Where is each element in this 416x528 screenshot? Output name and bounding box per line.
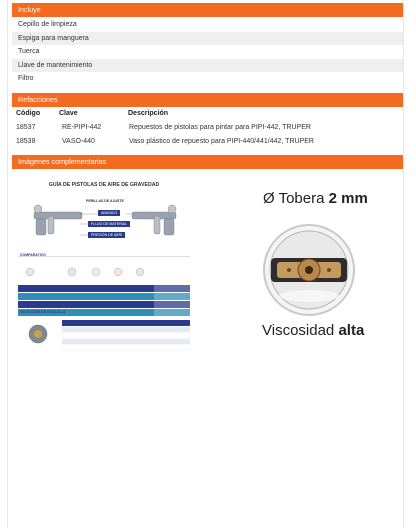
cell-description: Vaso plástico de repuesto para PIPI-440/441/442, TRUPER [129, 138, 314, 145]
cell-key: RE-PIPI-442 [62, 124, 102, 131]
spray-gun-guide-image[interactable] [14, 172, 194, 364]
nozzle-size-prefix: Ø Tobera [263, 190, 325, 207]
guide-seleccion-label: SELECCIÓN DE BOQUILLA [20, 310, 66, 314]
column-header-key: Clave [59, 110, 78, 117]
cell-code: 18537 [16, 124, 36, 131]
images-header: Imágenes complementarias [12, 155, 403, 169]
guide-comparativo-label: COMPARATIVO [20, 253, 46, 257]
guide-perillas-label: PERILLAS DE AJUSTE [86, 199, 124, 203]
include-item: Llave de mantenimiento [12, 59, 403, 73]
nozzle-size-value: 2 mm [328, 190, 368, 207]
includes-header: Incluye [12, 3, 403, 17]
spray-gun-diagram [14, 172, 194, 364]
cell-key: VASO-440 [62, 138, 95, 145]
guide-tag-flujo: FLUJO DE MATERIAL [88, 221, 130, 227]
include-item: Tuerca [18, 48, 40, 55]
viscosity-value: alta [338, 322, 365, 339]
viscosity-text [262, 322, 364, 339]
table-row [12, 122, 403, 134]
include-item: Espiga para manguera [12, 32, 403, 46]
include-item: Cepillo de limpieza [18, 21, 77, 28]
column-header-code: Código [16, 110, 41, 117]
guide-title: GUÍA DE PISTOLAS DE AIRE DE GRAVEDAD [48, 182, 160, 188]
column-header-description: Descripción [128, 110, 169, 117]
guide-tag-presion: PRESIÓN DE AIRE [88, 232, 125, 238]
cell-code: 18538 [16, 138, 36, 145]
table-row [12, 136, 403, 148]
guide-tag-abanico: ABANICO [98, 210, 120, 216]
nozzle-image[interactable] [247, 178, 371, 354]
viscosity-label: Viscosidad [262, 322, 335, 339]
cell-description: Repuestos de pistolas para pintar para PIPI-442, TRUPER [129, 124, 311, 131]
include-item: Filtro [18, 75, 34, 82]
refacciones-header: Refacciones [12, 93, 403, 107]
refacciones-table-header [12, 108, 403, 120]
